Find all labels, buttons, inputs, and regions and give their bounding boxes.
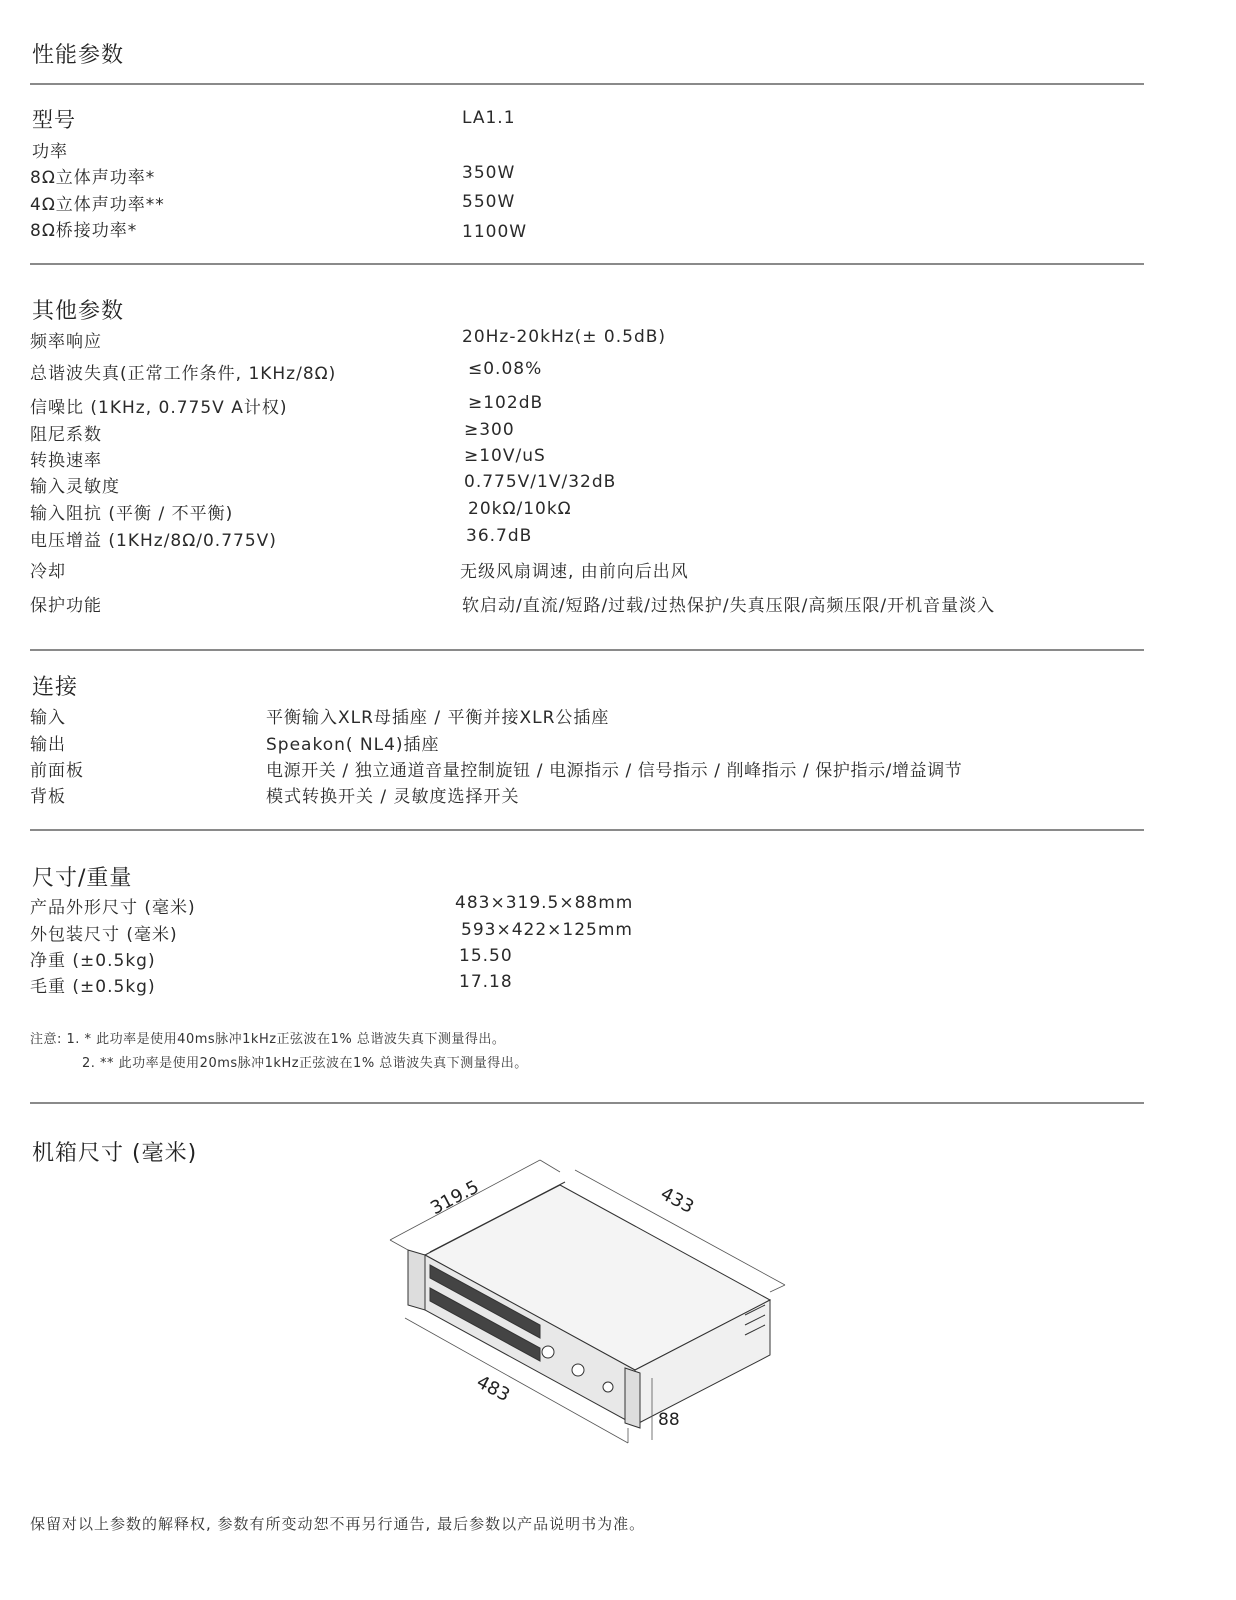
chassis-section-title: 机箱尺寸 (毫米) (32, 1141, 198, 1166)
other-row-value: 软启动/直流/短路/过载/过热保护/失真压限/高频压限/开机音量淡入 (462, 596, 996, 616)
other-row-value: ≤0.08% (468, 359, 543, 379)
dimension-row-value: 17.18 (459, 972, 513, 992)
divider (30, 1102, 1144, 1104)
power-label: 功率 (32, 142, 68, 162)
chassis-dimension-drawing (360, 1140, 800, 1460)
other-row-value: 36.7dB (466, 526, 533, 546)
other-row-label: 频率响应 (30, 332, 102, 352)
connection-row-value: 平衡输入XLR母插座 / 平衡并接XLR公插座 (266, 708, 610, 728)
dimensions-section-title: 尺寸/重量 (32, 866, 133, 891)
width-dimension-label: 483 (473, 1371, 514, 1407)
power-row-label: 8Ω桥接功率* (30, 221, 138, 241)
dimension-row-value: 483×319.5×88mm (455, 893, 634, 913)
other-row-label: 保护功能 (30, 596, 102, 616)
other-row-label: 电压增益 (1KHz/8Ω/0.775V) (30, 531, 277, 551)
power-row-label: 4Ω立体声功率** (30, 195, 165, 215)
divider (30, 263, 1144, 265)
divider (30, 829, 1144, 831)
dimension-row-value: 593×422×125mm (461, 920, 633, 940)
connection-row-label: 输入 (30, 708, 66, 728)
depth-dimension-label: 319.5 (427, 1176, 483, 1220)
dimension-row-label: 净重 (±0.5kg) (30, 951, 156, 971)
power-row-value: 350W (462, 163, 516, 183)
note-line-1: 注意: 1. * 此功率是使用40ms脉冲1kHz正弦波在1% 总谐波失真下测量得出。 (30, 1032, 506, 1047)
other-row-label: 总谐波失真(正常工作条件, 1KHz/8Ω) (30, 364, 337, 384)
other-row-value: 20kΩ/10kΩ (468, 499, 572, 519)
connection-row-value: 电源开关 / 独立通道音量控制旋钮 / 电源指示 / 信号指示 / 削峰指示 / 保护指示/增益调节 (266, 761, 963, 781)
footer-disclaimer: 保留对以上参数的解释权, 参数有所变动恕不再另行通告, 最后参数以产品说明书为准。 (30, 1515, 646, 1533)
other-row-label: 输入阻抗 (平衡 / 不平衡) (30, 504, 234, 524)
divider (30, 649, 1144, 651)
dimension-row-value: 15.50 (459, 946, 513, 966)
other-row-label: 阻尼系数 (30, 425, 102, 445)
dimension-row-label: 外包装尺寸 (毫米) (30, 925, 178, 945)
other-row-value: ≥102dB (468, 393, 544, 413)
other-row-value: ≥10V/uS (464, 446, 546, 466)
performance-section-title: 性能参数 (32, 43, 125, 68)
length-dimension-label: 433 (657, 1183, 698, 1218)
connection-row-label: 背板 (30, 787, 66, 807)
other-row-label: 信噪比 (1KHz, 0.775V A计权) (30, 398, 288, 418)
divider (30, 83, 1144, 85)
dimension-row-label: 毛重 (±0.5kg) (30, 977, 156, 997)
other-row-value: ≥300 (464, 420, 515, 440)
connection-row-label: 输出 (30, 735, 66, 755)
connection-row-label: 前面板 (30, 761, 84, 781)
other-row-label: 输入灵敏度 (30, 477, 120, 497)
connection-row-value: Speakon( NL4)插座 (266, 735, 440, 755)
connection-section-title: 连接 (32, 675, 79, 700)
other-row-label: 冷却 (30, 562, 66, 582)
note-line-2: 2. ** 此功率是使用20ms脉冲1kHz正弦波在1% 总谐波失真下测量得出。 (82, 1056, 528, 1071)
height-dimension-label: 88 (658, 1410, 680, 1430)
dimension-row-label: 产品外形尺寸 (毫米) (30, 898, 196, 918)
other-row-label: 转换速率 (30, 451, 102, 471)
other-row-value: 20Hz-20kHz(± 0.5dB) (462, 327, 667, 347)
model-value: LA1.1 (462, 108, 516, 128)
power-row-value: 550W (462, 192, 516, 212)
other-row-value: 无级风扇调速, 由前向后出风 (460, 562, 689, 582)
other-row-value: 0.775V/1V/32dB (464, 472, 617, 492)
power-row-label: 8Ω立体声功率* (30, 168, 156, 188)
model-label: 型号 (32, 108, 76, 132)
other-section-title: 其他参数 (32, 299, 125, 324)
power-row-value: 1100W (462, 222, 528, 242)
connection-row-value: 模式转换开关 / 灵敏度选择开关 (266, 787, 520, 807)
